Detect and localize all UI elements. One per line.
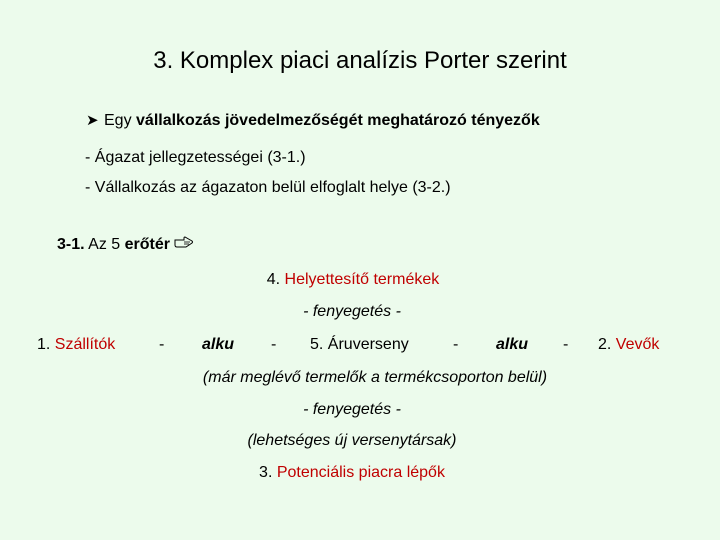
section-text: Az 5 [84,236,125,253]
threat-top: - fenyegetés - [303,303,401,320]
list-item: - Ágazat jellegzetességei (3-1.) [85,149,306,166]
dash-separator: - [453,336,459,353]
bullet-heading [86,111,540,130]
force-buyers [598,336,659,354]
force-number: 1. [37,336,51,353]
dash-separator: - [159,336,165,353]
section-number: 3-1. [57,236,85,253]
dash-separator: - [563,336,569,353]
threat-bottom: - fenyegetés - [303,401,401,418]
center-note: (már meglévő termelők a termékcsoporton belül) [202,369,548,386]
force-label: Vevők [611,336,660,353]
section-bold: erőtér [124,236,170,253]
force-substitutes [267,271,440,289]
bullet-bold: vállalkozás jövedelmezőségét meghatározó tényezők [136,112,540,129]
list-item: - Vállalkozás az ágazaton belül elfoglalt helye (3-2.) [85,179,451,196]
force-label: Potenciális piacra lépők [272,464,445,481]
section-heading [57,236,194,254]
bullet-prefix: Egy [104,112,137,129]
page-title: 3. Komplex piaci analízis Porter szerint [153,47,567,74]
bargain-left: alku [202,336,235,353]
force-number: 3. [259,464,273,481]
bottom-note: (lehetséges új versenytársak) [247,432,457,449]
arrow-bullet-icon: ➤ [86,112,99,129]
force-label: Helyettesítő termékek [280,271,440,288]
force-label: Szállítók [50,336,116,353]
force-number: 4. [266,271,281,288]
force-new-entrants [259,464,445,482]
bargain-right: alku [496,336,529,353]
force-suppliers [37,336,115,354]
force-competition [310,336,409,354]
force-number: 5. [310,336,324,353]
dash-separator: - [271,336,277,353]
force-number: 2. [598,336,612,353]
force-label: Áruverseny [323,336,409,353]
hand-pointing-right-icon [174,236,194,253]
